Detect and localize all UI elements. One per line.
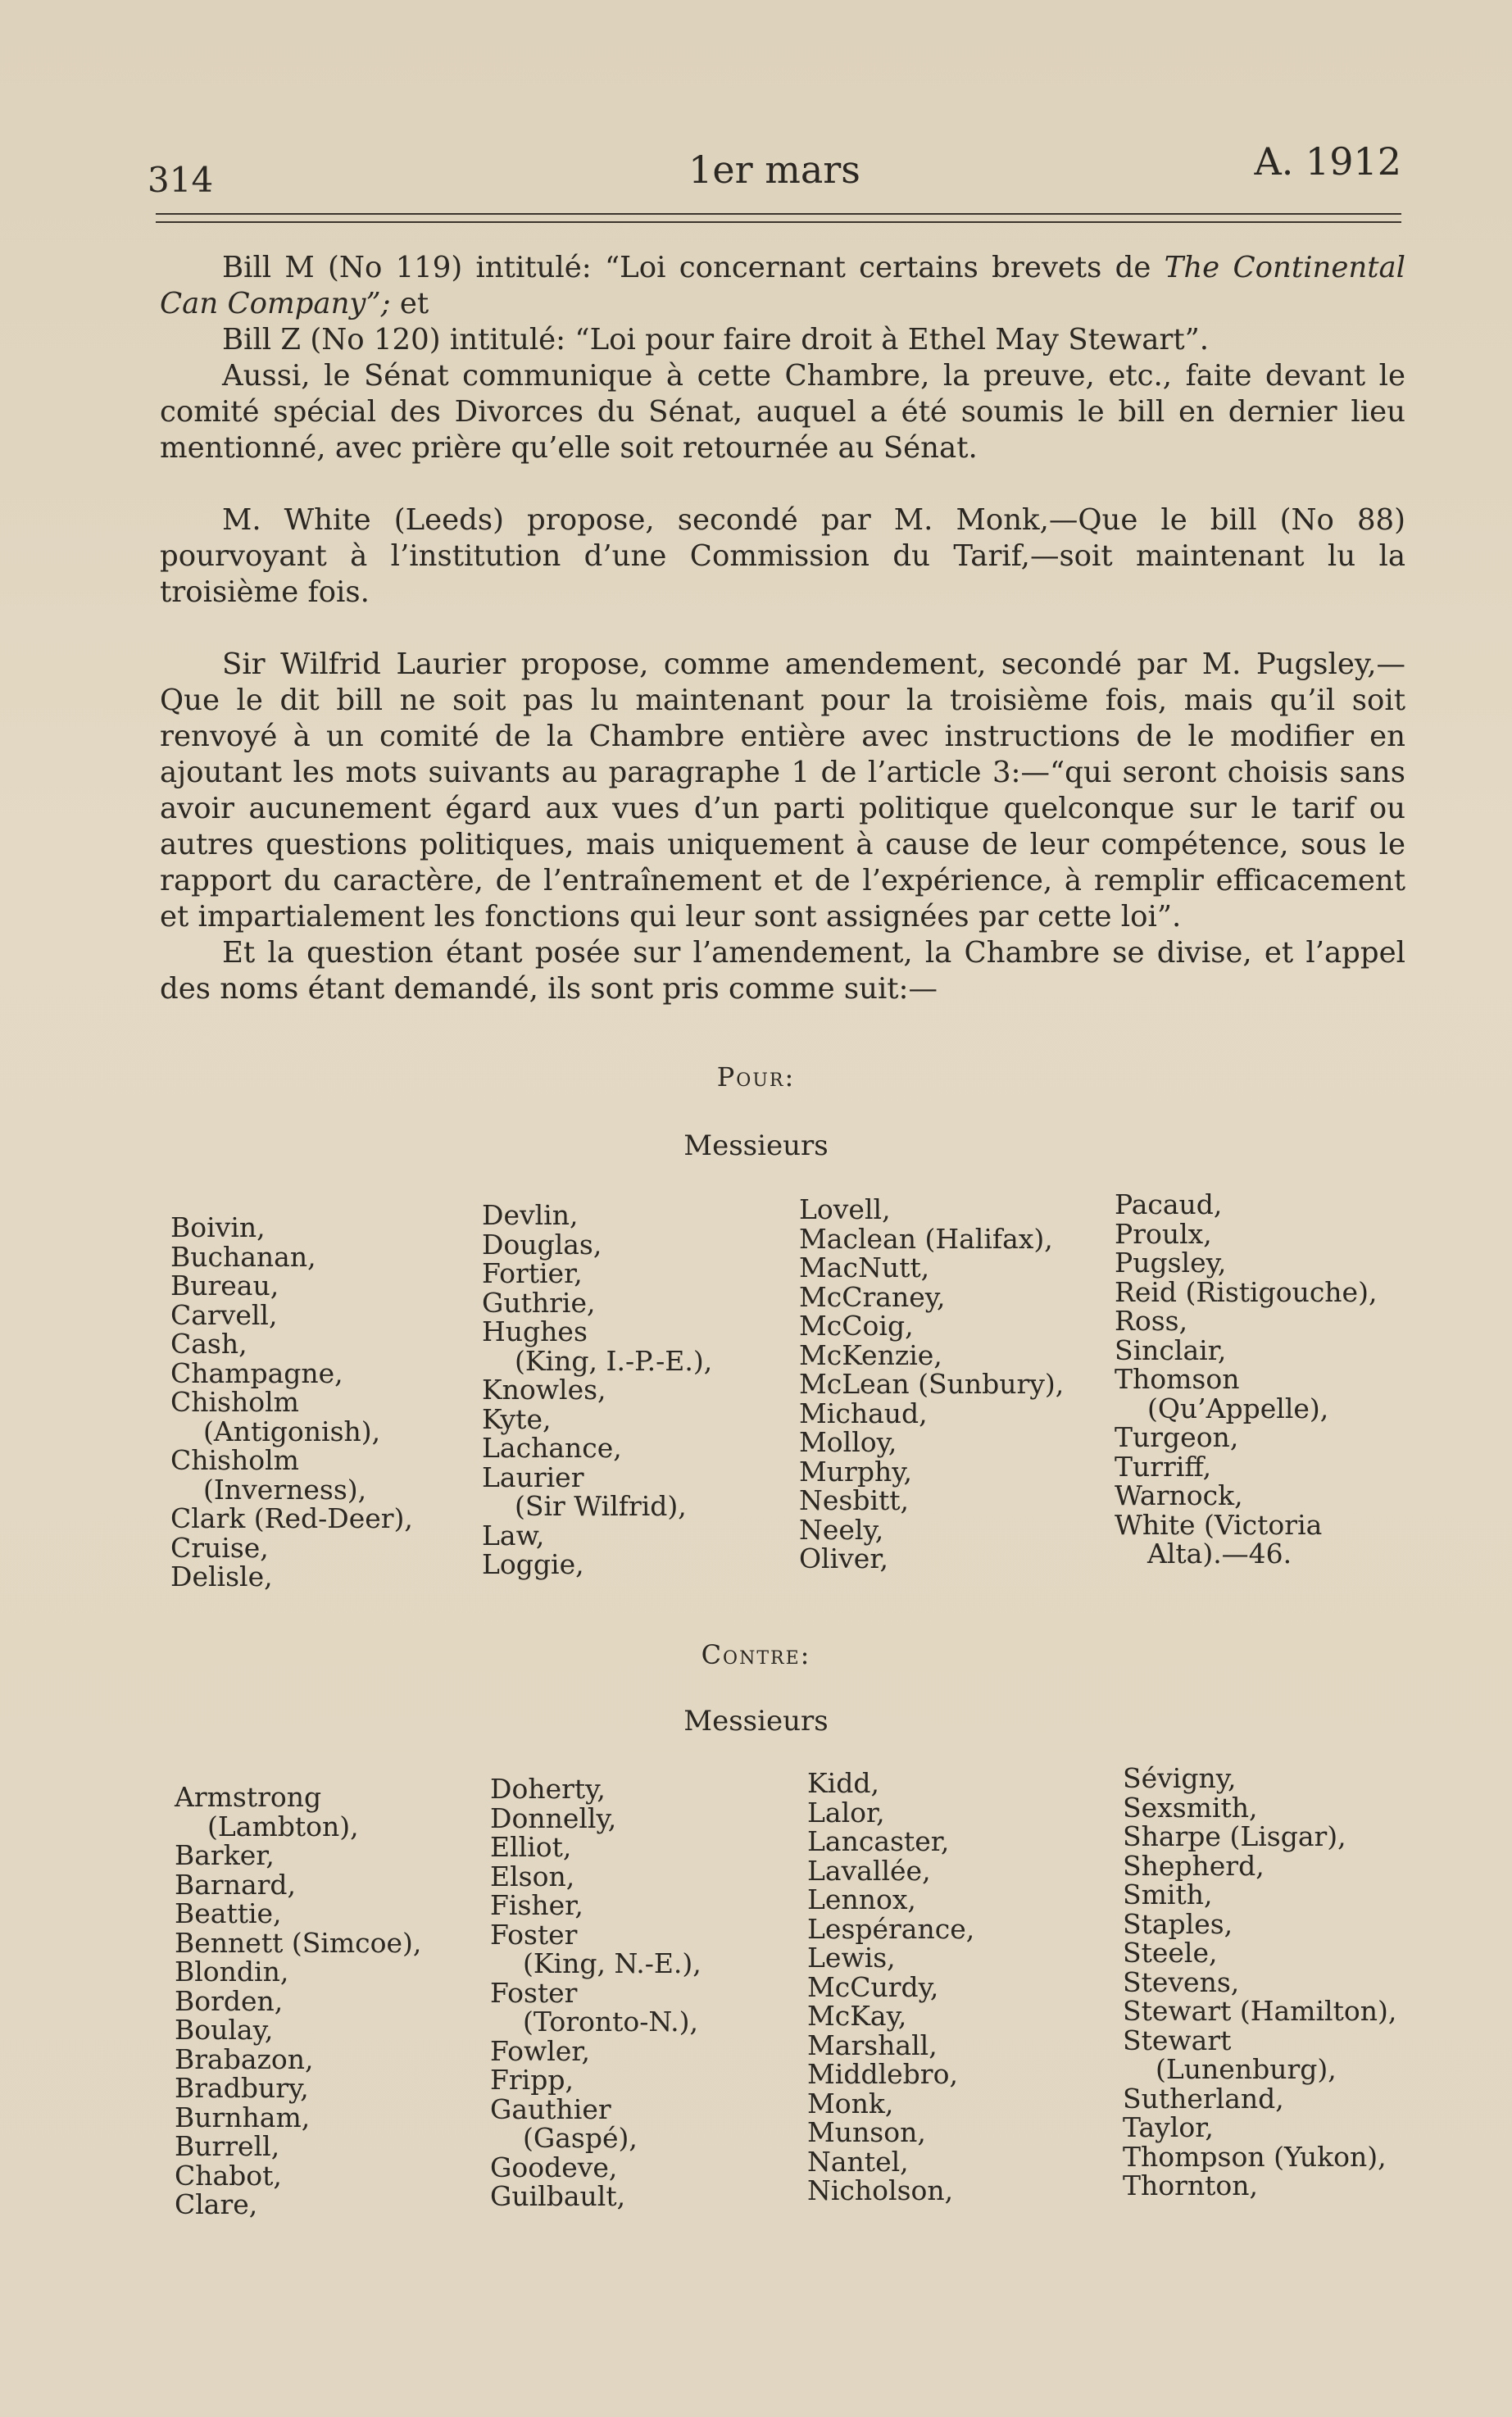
list-item: Douglas, <box>482 1228 602 1261</box>
list-item: (Gaspé), <box>523 2122 638 2154</box>
list-item: Brabazon, <box>175 2042 314 2075</box>
list-item: Devlin, <box>482 1199 579 1231</box>
list-item: Elliot, <box>490 1831 572 1863</box>
pour-column-3 <box>799 1195 1064 1574</box>
list-item: Turriff, <box>1115 1450 1212 1483</box>
list-item: Laurier <box>482 1461 584 1493</box>
list-item: Alta).—46. <box>1147 1538 1292 1570</box>
list-item: Kyte, <box>482 1402 552 1435</box>
list-item: Sévigny, <box>1123 1762 1237 1794</box>
list-item: Elson, <box>490 1860 575 1892</box>
pour-messieurs: Messieurs <box>683 1129 829 1162</box>
list-item: McCoig, <box>799 1310 914 1342</box>
list-item: Taylor, <box>1123 2111 1214 2143</box>
list-item: Stewart (Hamilton), <box>1123 1995 1397 2027</box>
list-item: Barker, <box>175 1839 275 1871</box>
list-item: Thompson (Yukon), <box>1123 2140 1387 2173</box>
list-item: Michaud, <box>799 1397 928 1429</box>
list-item: Fisher, <box>490 1889 583 1921</box>
list-item: Burnham, <box>175 2101 311 2133</box>
list-item: Pacaud, <box>1115 1188 1223 1220</box>
list-item: Champagne, <box>170 1356 343 1389</box>
paragraph-amendment: Sir Wilfrid Laurier propose, comme amendement, secondé par M. Pugsley,—Que le dit bill ne soit pas lu maintenant pour la troisième fois, mais qu’il soit renvoyé à un comité de la Chambre entière avec instructions de le modifier en ajoutant les mots suivants au paragraphe 1 de l’article 3:—“qui seront choisis sans avoir aucunement égard aux vues d’un parti politique quelconque sur le tarif ou autres questions politiques, mais uniquement à cause de leur compétence, sous le rapport du caractère, de l’entraînement et de l’expérience, à remplir efficacement et impartialement les fonctions qui leur sont assignées par cette loi”. <box>160 647 1405 934</box>
list-item: Ross, <box>1115 1305 1188 1337</box>
list-item: Pugsley, <box>1115 1247 1227 1279</box>
list-item: Borden, <box>175 1984 284 2017</box>
list-item: Reid (Ristigouche), <box>1115 1275 1378 1308</box>
list-item: Guthrie, <box>482 1286 596 1319</box>
paragraph-bill-m: Bill M (No 119) intitulé: “Loi concernant certains brevets de The Continental Can Company”; et <box>160 251 1405 320</box>
contre-column-4 <box>1123 1764 1396 2201</box>
list-item: Sutherland, <box>1123 2082 1284 2115</box>
list-item: McCurdy, <box>807 1970 939 2003</box>
list-item: Goodeve, <box>490 2151 618 2183</box>
company-name: The Continental Can Company”; <box>160 251 1405 320</box>
list-item: Turgeon, <box>1115 1421 1239 1453</box>
list-item: Proulx, <box>1115 1217 1212 1250</box>
list-item: Chabot, <box>175 2159 282 2192</box>
list-item: Nantel, <box>807 2145 909 2178</box>
list-item: Boulay, <box>175 2014 274 2046</box>
list-item: Guilbault, <box>490 2180 626 2212</box>
contre-column-3 <box>807 1769 974 2206</box>
list-item: Marshall, <box>807 2029 938 2061</box>
list-item: Foster <box>490 1976 578 2009</box>
list-item: Smith, <box>1123 1879 1213 1910</box>
list-item: (Lambton), <box>207 1810 359 1842</box>
list-item: Clark (Red-Deer), <box>170 1502 413 1534</box>
list-item: Buchanan, <box>170 1240 316 1273</box>
list-item: Carvell, <box>170 1298 278 1331</box>
list-item: Middlebro, <box>807 2058 958 2090</box>
list-item: Stevens, <box>1123 1965 1240 1998</box>
list-item: Nesbitt, <box>799 1484 910 1516</box>
list-item: Kidd, <box>807 1767 879 1799</box>
list-item: Fortier, <box>482 1257 583 1289</box>
list-item: Thomson <box>1115 1363 1240 1395</box>
list-item: Munson, <box>807 2116 926 2148</box>
list-item: Sharpe (Lisgar), <box>1123 1820 1346 1852</box>
list-item: Oliver, <box>799 1542 888 1574</box>
list-item: Neely, <box>799 1513 884 1546</box>
header-date: 1er mars <box>688 148 860 192</box>
list-item: (Qu’Appelle), <box>1147 1392 1329 1424</box>
list-item: Loggie, <box>482 1548 584 1580</box>
body-text <box>160 250 1405 1007</box>
list-item: Cruise, <box>170 1531 269 1564</box>
list-item: Hughes <box>482 1315 588 1347</box>
double-rule <box>156 213 1401 223</box>
pour-column-1 <box>170 1213 413 1592</box>
paragraph-bill-z: Bill Z (No 120) intitulé: “Loi pour faire droit à Ethel May Stewart”. <box>222 323 1210 357</box>
list-item: Lewis, <box>807 1942 896 1974</box>
pour-heading: Pour: <box>716 1061 796 1093</box>
contre-column-2 <box>490 1774 702 2211</box>
list-item: Fripp, <box>490 2064 574 2096</box>
list-item: McLean (Sunbury), <box>799 1368 1065 1400</box>
list-item: Lancaster, <box>807 1825 950 1857</box>
list-item: Delisle, <box>170 1561 273 1592</box>
list-item: Bennett (Simcoe), <box>175 1926 422 1959</box>
contre-column-1 <box>175 1783 421 2219</box>
list-item: Clare, <box>175 2188 258 2220</box>
list-item: Warnock, <box>1115 1479 1243 1511</box>
pour-column-2 <box>482 1201 712 1579</box>
list-item: Lovell, <box>799 1193 891 1225</box>
list-item: (Lunenburg), <box>1156 2053 1337 2085</box>
list-item: Doherty, <box>490 1773 606 1805</box>
list-item: (Inverness), <box>203 1473 367 1506</box>
list-item: Nicholson, <box>807 2174 954 2206</box>
list-item: Armstrong <box>175 1781 322 1813</box>
list-item: Knowles, <box>482 1374 606 1406</box>
list-item: Barnard, <box>175 1868 297 1901</box>
list-item: Sexsmith, <box>1123 1791 1258 1824</box>
list-item: Beattie, <box>175 1897 282 1929</box>
list-item: Lespérance, <box>807 1912 975 1945</box>
list-item: McKenzie, <box>799 1338 942 1371</box>
list-item: Monk, <box>807 2087 894 2119</box>
list-item: Chisholm <box>170 1386 299 1418</box>
contre-heading: Contre: <box>701 1639 811 1670</box>
list-item: Lavallée, <box>807 1854 931 1887</box>
list-item: Gauthier <box>490 2092 611 2125</box>
list-item: Law, <box>482 1519 545 1552</box>
running-header <box>148 139 1401 213</box>
paragraph-senat: Aussi, le Sénat communique à cette Chambre, la preuve, etc., faite devant le comité spécial des Divorces du Sénat, auquel a été soumis le bill en dernier lieu mentionné, avec prière qu’elle soit retournée au Sénat. <box>160 359 1405 465</box>
list-item: Thornton, <box>1123 2169 1259 2201</box>
list-item: (King, N.-E.), <box>523 1947 702 1979</box>
header-year: A. 1912 <box>1254 139 1401 184</box>
list-item: Boivin, <box>170 1211 266 1243</box>
list-item: (Toronto-N.), <box>523 2006 698 2038</box>
list-item: Steele, <box>1123 1937 1218 1969</box>
paragraph-division: Et la question étant posée sur l’amendement, la Chambre se divise, et l’appel des noms étant demandé, ils sont pris comme suit:— <box>160 936 1405 1006</box>
list-item: Cash, <box>170 1328 247 1360</box>
list-item: Donnelly, <box>490 1801 617 1834</box>
list-item: Lalor, <box>807 1796 885 1829</box>
list-item: Lachance, <box>482 1432 622 1464</box>
list-item: McCraney, <box>799 1280 946 1313</box>
list-item: Sinclair, <box>1115 1333 1227 1366</box>
list-item: (Sir Wilfrid), <box>515 1490 687 1522</box>
list-item: Maclean (Halifax), <box>799 1222 1053 1255</box>
list-item: Lennox, <box>807 1883 916 1915</box>
list-item: MacNutt, <box>799 1252 930 1283</box>
list-item: Chisholm <box>170 1444 299 1476</box>
list-item: Shepherd, <box>1123 1849 1265 1882</box>
page-number: 314 <box>148 160 214 200</box>
list-item: White (Victoria <box>1115 1508 1323 1541</box>
list-item: (Antigonish), <box>203 1415 381 1447</box>
list-item: Stewart <box>1123 2024 1232 2056</box>
paragraph-motion: M. White (Leeds) propose, secondé par M. Monk,—Que le bill (No 88) pourvoyant à l’institution d’une Commission du Tarif,—soit maintenant lu la troisième fois. <box>160 503 1405 609</box>
list-item: Molloy, <box>799 1426 897 1458</box>
list-item: Staples, <box>1123 1907 1233 1940</box>
list-item: Blondin, <box>175 1956 289 1988</box>
list-item: Murphy, <box>799 1455 912 1488</box>
list-item: Fowler, <box>490 2034 590 2067</box>
list-item: McKay, <box>807 2000 907 2032</box>
pour-column-4 <box>1115 1190 1377 1569</box>
list-item: Burrell, <box>175 2130 280 2162</box>
list-item: Bradbury, <box>175 2072 309 2104</box>
list-item: Foster <box>490 1918 578 1951</box>
list-item: (King, I.-P.-E.), <box>515 1344 713 1377</box>
list-item: Bureau, <box>170 1270 279 1302</box>
contre-messieurs: Messieurs <box>683 1705 829 1738</box>
